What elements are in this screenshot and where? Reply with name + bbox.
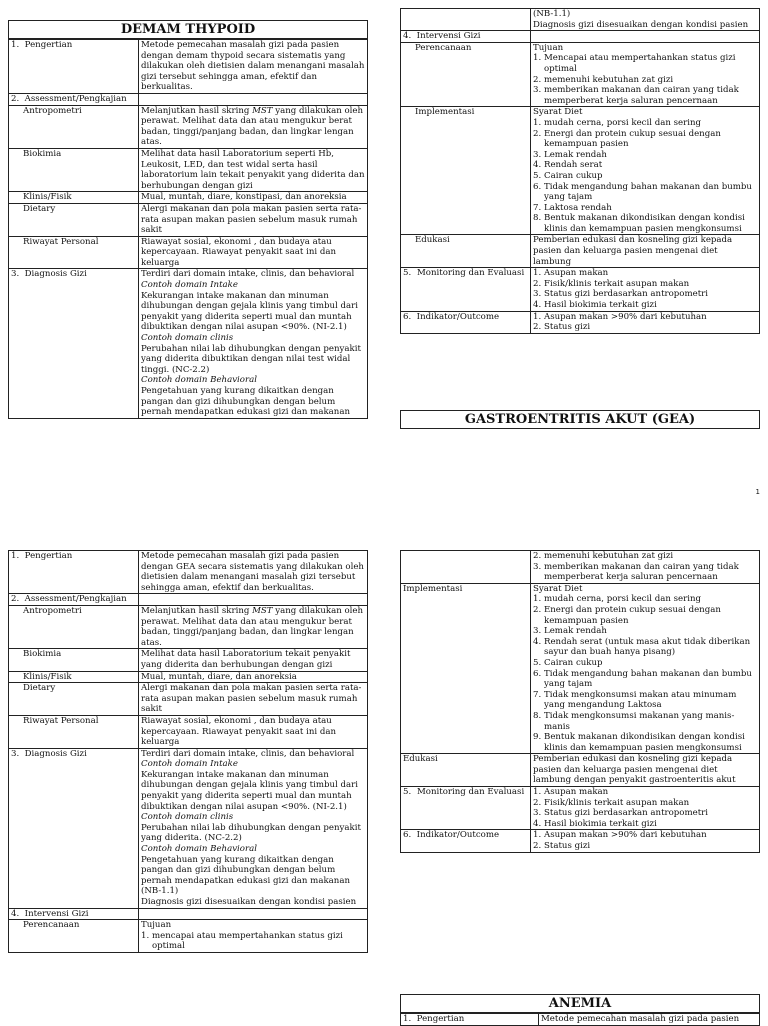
row-label: Perencanaan	[9, 920, 139, 953]
row-value: Syarat Diet 1. mudah cerna, porsi kecil dan sering 2. Energi dan protein cukup sesuai dengan kemampuan pasien 3. Lemak rendah 4. Rendah serat (untuk masa akut tidak diberikan sayur dan buah hanya pisang) 5. Cairan cukup 6. Tidak mengandung bahan makanan dan bumbu yang tajam 7. Tidak mengkonsumsi makan atau minumam yang mengandung Laktosa 8. Tidak mengkonsumsi makanan yang manis-manis 9. Bentuk makanan dikondisikan dengan kondisi klinis dan kemampuan pasien mengkonsumsi	[531, 583, 760, 754]
row-label: Riwayat Personal	[9, 236, 139, 269]
row-value: Metode pemecahan masalah gizi pada pasien dengan demam thypoid secara sistematis yang dilakukan oleh dietisien dalam menangani masalah gizi tersebut sehingga aman, efektif dan berkualitas.	[139, 40, 368, 94]
tujuan-list-cont	[533, 551, 757, 583]
row-label: Klinis/Fisik	[9, 671, 139, 683]
row-label: Assessment/Pengkajian	[24, 594, 127, 605]
gea-continuation	[400, 550, 760, 853]
row-label: Monitoring dan Evaluasi	[417, 268, 525, 279]
gea-section	[8, 550, 368, 953]
row-value: Metode pemecahan masalah gizi pada pasien dengan GEA secara sistematis yang dilakukan oleh dietisien dalam menangani masalah gizi tersebut sehingga aman, efektif dan berkualitas.	[139, 551, 368, 594]
table-row	[401, 107, 760, 235]
anemia-section	[400, 994, 760, 1026]
row-label: Indikator/Outcome	[416, 830, 500, 841]
list-item: 1. Asupan makan >90% dari kebutuhan	[533, 311, 707, 322]
row-label: Assessment/Pengkajian	[24, 93, 127, 104]
table-row	[9, 715, 368, 748]
row-value: Riawayat sosial, ekonomi , dan budaya atau kepercayaan. Riawayat penyakit saat ini dan keluarga	[139, 715, 368, 748]
list-item: 1. Mencapai atau mempertahankan status gizi optimal	[533, 53, 736, 74]
list-item: 6. Tidak mengandung bahan makanan dan bumbu yang tajam	[533, 668, 752, 690]
list-item: 4. Hasil biokimia terkait gizi	[533, 818, 657, 829]
list-item: 4. Hasil biokimia terkait gizi	[533, 300, 657, 311]
row-label: Implementasi	[401, 583, 531, 754]
row-label: Indikator/Outcome	[416, 311, 500, 322]
list-item: 1. Asupan makan >90% dari kebutuhan	[533, 830, 707, 841]
list-item: 3. memberikan makanan dan cairan yang tidak memperberat kerja saluran pencernaan	[533, 85, 739, 106]
row-label: Diagnosis Gizi	[24, 748, 87, 759]
table-row	[9, 748, 368, 908]
row-number: 5.	[403, 787, 412, 798]
tujuan-list	[533, 53, 757, 106]
list-item: 3. Status gizi berdasarkan antropometri	[533, 808, 709, 819]
table-row	[9, 192, 368, 204]
table-row	[401, 9, 760, 31]
list-item: 1. Asupan makan	[533, 787, 609, 798]
row-label: Biokimia	[9, 148, 139, 191]
list-item: 4. Rendah serat	[533, 160, 603, 171]
row-number: 6.	[403, 311, 412, 322]
list-item: 2. Fisik/klinis terkait asupan makan	[533, 797, 690, 808]
row-value: Alergi makanan dan pola makan pasien serta rata-rata asupan makan pasien sebelum masuk rumah sakit	[139, 683, 368, 716]
table-row	[401, 1014, 760, 1026]
table-row	[401, 268, 760, 311]
gea-table-cont	[400, 550, 760, 853]
list-item: 6. Tidak mengandung bahan makanan dan bumbu yang tajam	[533, 181, 752, 203]
row-label: Implementasi	[401, 107, 531, 235]
row-number: 6.	[403, 830, 412, 841]
row-label: Edukasi	[401, 754, 531, 787]
row-value: Metode pemecahan masalah gizi pada pasien	[539, 1014, 760, 1026]
list-item: 1. mudah cerna, porsi kecil dan sering	[533, 117, 701, 128]
row-value: Tujuan 1. Mencapai atau mempertahankan status gizi optimal 2. memenuhi kebutuhan zat gizi 3. memberikan makanan dan cairan yang tidak memperberat kerja saluran pencernaan	[531, 42, 760, 107]
table-row	[9, 683, 368, 716]
table-row	[401, 31, 760, 43]
row-value: Mual, muntah, diare, dan anoreksia	[139, 671, 368, 683]
row-number: 5.	[403, 268, 412, 279]
anemia-title: ANEMIA	[400, 994, 760, 1013]
row-value: Terdiri dari domain intake, clinis, dan behavioral Contoh domain Intake Kekurangan intake makanan dan minuman dihubungan dengan gejala klinis yang timbul dari penyakit yang diderita seperti mual dan muntah dibuktikan dengan nilai asupan <90%. (NI-2.1) Contoh domain clinis Perubahan nilai lab dihubungkan dengan penyakit yang diderita dibuktikan dengan nilai test widal tinggi. (NC-2.2) Contoh domain Behavioral Pengetahuan yang kurang dikaitkan dengan pangan dan gizi dihubungkan dengan belum pernah mendapatkan edukasi gizi dan makanan	[139, 269, 368, 418]
list-item: 5. Cairan cukup	[533, 657, 603, 668]
syarat-list	[533, 118, 757, 235]
row-value: Melihat data hasil Laboratorium tekait penyakit yang diderita dan berhubungan dengan gizi	[139, 649, 368, 671]
row-label: Riwayat Personal	[9, 715, 139, 748]
table-row	[9, 269, 368, 418]
row-value: Alergi makanan dan pola makan pasien serta rata-rata asupan makan pasien sebelum masuk rumah sakit	[139, 203, 368, 236]
thypoid-table-cont	[400, 8, 760, 334]
row-value: Terdiri dari domain intake, clinis, dan behavioral Contoh domain Intake Kekurangan intake makanan dan minuman dihubungan dengan gejala klinis yang timbul dari penyakit yang diderita seperti mual dan muntah dibuktikan dengan nilai asupan <90%. (NI-2.1) Contoh domain clinis Perubahan nilai lab dihubungkan dengan penyakit yang diderita. (NC-2.2) Contoh domain Behavioral Pengetahuan yang kurang dikaitkan dengan pangan dan gizi dihubungkan dengan belum pernah mendapatkan edukasi gizi dan makanan (NB-1.1) Diagnosis gizi disesuaikan dengan kondisi pasien	[139, 748, 368, 908]
page-number: 1	[755, 488, 760, 496]
list-item: 3. Status gizi berdasarkan antropometri	[533, 289, 709, 300]
indikator-list	[533, 830, 757, 851]
list-item: 2. Energi dan protein cukup sesuai dengan kemampuan pasien	[533, 128, 721, 150]
gea-title: GASTROENTRITIS AKUT (GEA)	[400, 410, 760, 429]
gea-table	[8, 550, 368, 953]
table-row	[401, 235, 760, 268]
row-value: Tujuan 1. mencapai atau mempertahankan status gizi optimal	[139, 920, 368, 953]
list-item: 2. Status gizi	[533, 841, 591, 852]
list-item: 2. Fisik/klinis terkait asupan makan	[533, 278, 690, 289]
row-label: Pengertian	[416, 1014, 465, 1024]
list-item: 8. Tidak mengkonsumsi makanan yang manis-manis	[533, 710, 735, 732]
row-label: Antropometri	[9, 105, 139, 148]
row-label: Dietary	[9, 683, 139, 716]
list-item: 3. Lemak rendah	[533, 149, 607, 160]
row-value	[531, 268, 760, 311]
row-value: Mual, muntah, diare, konstipasi, dan anoreksia	[139, 192, 368, 204]
row-value: Syarat Diet 1. mudah cerna, porsi kecil dan sering 2. Energi dan protein cukup sesuai dengan kemampuan pasien 3. Lemak rendah 4. Rendah serat 5. Cairan cukup 6. Tidak mengandung bahan makanan dan bumbu yang tajam 7. Laktosa rendah 8. Bentuk makanan dikondisikan dengan kondisi klinis dan kemampuan pasien mengkonsumsi	[531, 107, 760, 235]
row-number: 4.	[11, 908, 20, 919]
table-row	[9, 203, 368, 236]
table-row	[9, 105, 368, 148]
row-value	[531, 311, 760, 333]
row-value: Melanjutkan hasil skring MST yang dilakukan oleh perawat. Melihat data dan atau mengukur berat badan, tinggi/panjang badan, dan lingkar lengan atas.	[139, 605, 368, 648]
table-row	[9, 551, 368, 594]
row-value	[531, 830, 760, 852]
table-row	[401, 787, 760, 830]
row-label: Klinis/Fisik	[9, 192, 139, 204]
thypoid-section	[8, 20, 368, 419]
table-row	[401, 42, 760, 107]
row-value: Melanjutkan hasil skring MST yang dilakukan oleh perawat. Melihat data dan atau mengukur berat badan, tinggi/panjang badan, dan lingkar lengan atas.	[139, 105, 368, 148]
row-label: Edukasi	[401, 235, 531, 268]
row-value: (NB-1.1) Diagnosis gizi disesuaikan dengan kondisi pasien	[531, 9, 760, 31]
list-item: 1. mencapai atau mempertahankan status gizi optimal	[141, 930, 343, 952]
list-item: 7. Tidak mengkonsumsi makan atau minumam yang mengandung Laktosa	[533, 689, 737, 711]
table-row	[401, 551, 760, 584]
table-row	[9, 40, 368, 94]
row-label: Pengertian	[24, 551, 73, 561]
list-item: 7. Laktosa rendah	[533, 202, 612, 213]
row-value: Pemberian edukasi dan kosneling gizi kepada pasien dan keluarga pasien mengenai diet lambung dengan penyakit gastroenteritis akut	[531, 754, 760, 787]
row-number: 4.	[403, 31, 412, 42]
list-item: 1. mudah cerna, porsi kecil dan sering	[533, 594, 701, 605]
table-row	[9, 649, 368, 671]
thypoid-table	[8, 39, 368, 419]
table-row	[9, 93, 368, 105]
list-item: 4. Rendah serat (untuk masa akut tidak diberikan sayur dan buah hanya pisang)	[533, 636, 751, 658]
row-value	[531, 551, 760, 584]
list-item: 5. Cairan cukup	[533, 170, 603, 181]
table-row	[9, 594, 368, 606]
tujuan-list	[141, 931, 365, 952]
row-number: 2.	[11, 93, 20, 104]
list-item: 3. memberikan makanan dan cairan yang tidak memperberat kerja saluran pencernaan	[533, 561, 739, 583]
table-row	[9, 236, 368, 269]
row-label: Biokimia	[9, 649, 139, 671]
syarat-list	[533, 594, 757, 753]
row-value: Riawayat sosial, ekonomi , dan budaya atau kepercayaan. Riawayat penyakit saat ini dan keluarga	[139, 236, 368, 269]
list-item: 2. memenuhi kebutuhan zat gizi	[533, 74, 674, 85]
row-number: 1.	[403, 1014, 412, 1024]
row-label: Intervensi Gizi	[416, 31, 481, 42]
indikator-list	[533, 312, 757, 333]
table-row	[9, 148, 368, 191]
row-label: Dietary	[9, 203, 139, 236]
row-number: 1.	[11, 551, 20, 561]
monitoring-list	[533, 787, 757, 829]
table-row	[9, 920, 368, 953]
row-value	[531, 787, 760, 830]
list-item: 3. Lemak rendah	[533, 626, 607, 637]
table-row	[9, 605, 368, 648]
row-value: Pemberian edukasi dan kosneling gizi kepada pasien dan keluarga pasien mengenai diet lambung	[531, 235, 760, 268]
row-label: Intervensi Gizi	[24, 908, 89, 919]
table-row	[401, 754, 760, 787]
thypoid-title: DEMAM THYPOID	[8, 20, 368, 39]
list-item: 2. memenuhi kebutuhan zat gizi	[533, 551, 674, 561]
list-item: 2. Energi dan protein cukup sesuai dengan kemampuan pasien	[533, 604, 721, 626]
row-label: Diagnosis Gizi	[24, 269, 87, 280]
table-row	[401, 311, 760, 333]
thypoid-continuation	[400, 8, 760, 429]
row-number: 1.	[11, 40, 20, 50]
table-row	[9, 671, 368, 683]
monitoring-list	[533, 268, 757, 310]
row-label: Pengertian	[24, 40, 73, 50]
row-label: Monitoring dan Evaluasi	[417, 787, 525, 798]
row-label: Perencanaan	[401, 42, 531, 107]
row-number: 3.	[11, 269, 20, 280]
list-item: 8. Bentuk makanan dikondisikan dengan kondisi klinis dan kemampuan pasien mengkonsumsi	[533, 213, 745, 234]
row-number: 3.	[11, 748, 20, 759]
row-number: 2.	[11, 594, 20, 605]
list-item: 1. Asupan makan	[533, 268, 609, 279]
table-row	[401, 830, 760, 852]
list-item: 2. Status gizi	[533, 322, 591, 333]
row-label: Antropometri	[9, 605, 139, 648]
table-row	[9, 908, 368, 920]
row-value: Melihat data hasil Laboratorium seperti Hb, Leukosit, LED, dan test widal serta hasil laboratorium lain tekait penyakit yang diderita dan berhubungan dengan gizi	[139, 148, 368, 191]
list-item: 9. Bentuk makanan dikondisikan dengan kondisi klinis dan kemampuan pasien mengkonsumsi	[533, 732, 745, 753]
table-row	[401, 583, 760, 754]
